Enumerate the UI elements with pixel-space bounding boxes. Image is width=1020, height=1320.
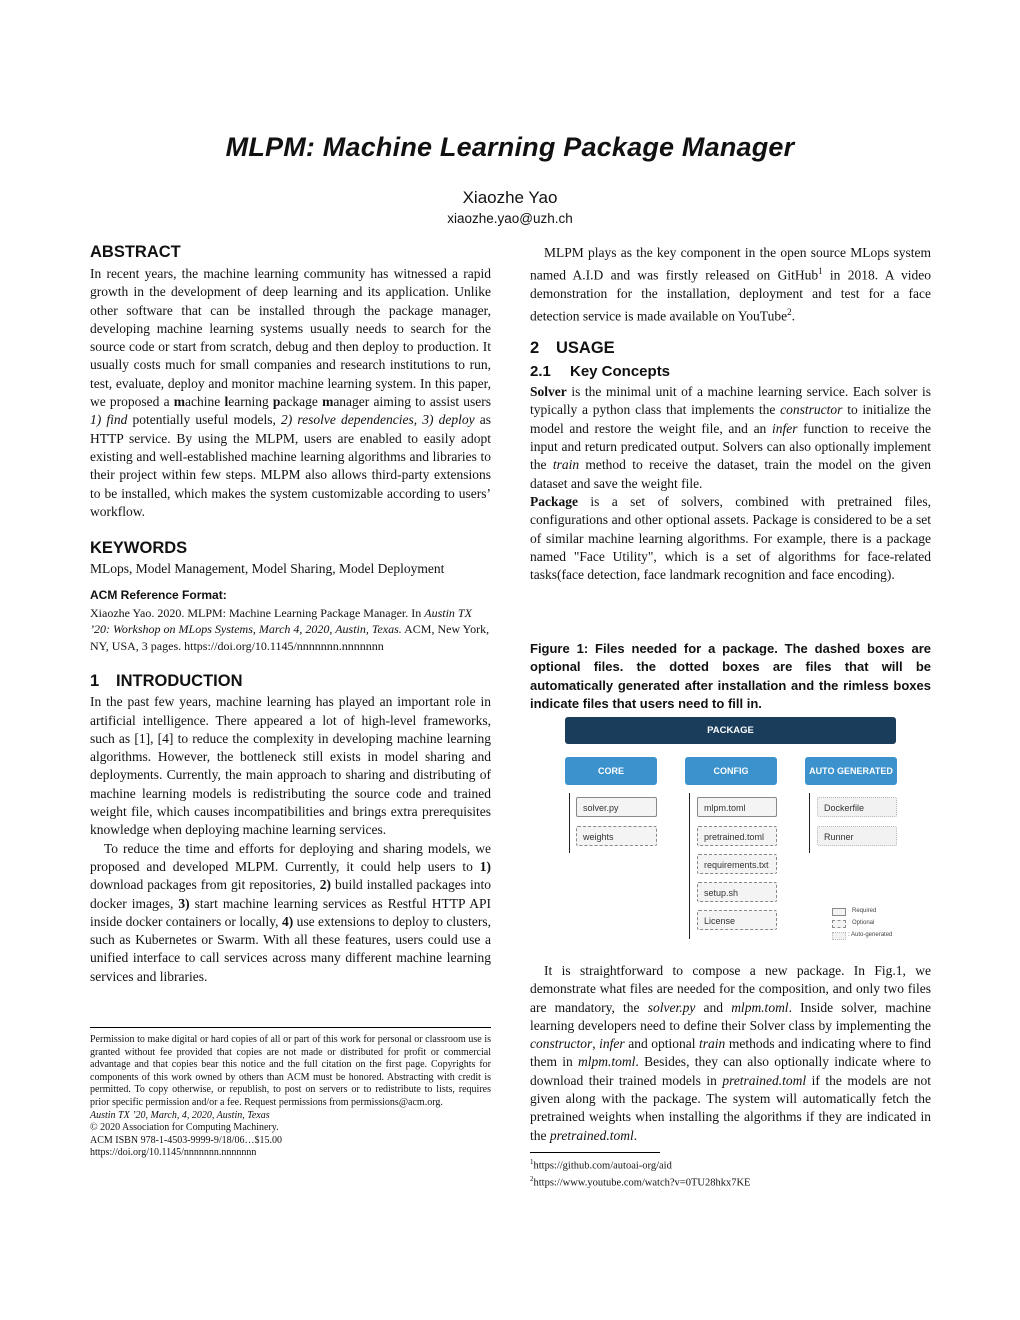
compose-section — [530, 962, 931, 1145]
auto-connector — [809, 793, 810, 853]
file-runner: Runner — [817, 826, 897, 846]
keywords-heading: KEYWORDS — [90, 539, 188, 558]
permission-doi: https://doi.org/10.1145/nnnnnnn.nnnnnnn — [90, 1147, 257, 1159]
file-weights: weights — [576, 826, 657, 846]
legend-auto-swatch — [832, 932, 846, 940]
abstract-text: In recent years, the machine learning community has witnessed a rapid growth in the development of deep learning and its application. Unlike other software that can be installed through the package manager, developing machine learning systems usually needs to search for the source code or start from scratch, debug and then deploy to production. It usually costs much for small companies and research institutions to run, test, evaluate, deploy and monitor machine learning system. In this paper, we proposed a machine learning package manager aiming to assist users 1) find potentially useful models, 2) resolve dependencies, 3) deploy as HTTP service. By using the MLPM, users are enabled to easily adopt existing and well-established machine learning algorithms and libraries to their project within few steps. MLPM also allows third-party extensions to be installed, which makes the system customizable according to users’ workflow. — [90, 266, 492, 519]
intro-heading: 1 INTRODUCTION — [90, 672, 243, 691]
permission-venue: Austin TX ’20, March, 4, 2020, Austin, Texas — [90, 1109, 270, 1121]
config-connector — [689, 793, 690, 939]
footnotes — [530, 1152, 931, 1190]
acm-ref-text: Xiaozhe Yao. 2020. MLPM: Machine Learning Package Manager. In Austin TX ’20: Workshop on MLops Systems, March 4, 2020, Austin, Texas. ACM, New York, NY, USA, 3 pages. https://doi.org/10.1145/nnnnnnn.nnnnnnn — [90, 605, 490, 653]
paper-title: MLPM: Machine Learning Package Manager — [225, 132, 795, 162]
figure-caption: Figure 1: Files needed for a package. The dashed boxes are optional files. the dotted boxes are files that will be automatically generated after installation and the rimless boxes indicate files that users need to fill in. — [530, 641, 931, 711]
footnote-2: $^2$https://www.youtube.com/watch?v=0TU28hkx7KE — [530, 1175, 751, 1189]
permission-block — [90, 1027, 491, 1160]
keywords-text: MLops, Model Management, Model Sharing, Model Deployment — [90, 561, 445, 577]
usage-heading: 2 USAGE — [530, 339, 615, 358]
legend-required-swatch — [832, 908, 846, 916]
compose-paragraph: It is straightforward to compose a new package. In Fig.1, we demonstrate what files are needed for the composition, and only two files are mandatory, the solver.py and mlpm.toml. Inside solver, machine learning developers need to define their Solver class by implementing the constructor, infer and optional train methods and indicating where to find them in mlpm.toml. Besides, they can also optionally indicate where to download their trained models in pretrained.toml if the models are not given along with the package. The system will automatically fetch the pretrained weights when installing the algorithms if they are indicated in the pretrained.toml. — [530, 963, 932, 1143]
package-box: PACKAGE — [565, 717, 896, 744]
package-files-figure — [560, 717, 900, 942]
author-email: xiaozhe.yao@uzh.ch — [447, 211, 573, 226]
core-connector — [569, 793, 570, 853]
acm-ref-heading: ACM Reference Format: — [90, 588, 227, 603]
package-definition: Package is a set of solvers, combined with pretrained files, configurations and other optional assets. Package is considered to be a set of similar machine learning algorithms. For example, there is a package named "Face Utility", which is a set of algorithms for face-related tasks(face detection, face landmark recognition and face encoding). — [530, 493, 931, 583]
core-box: CORE — [565, 757, 657, 785]
file-license: License — [697, 910, 777, 930]
footnote-1: $^1$https://github.com/autoai-org/aid — [530, 1158, 672, 1172]
permission-rule — [90, 1027, 491, 1028]
footnote-rule — [530, 1152, 660, 1153]
file-dockerfile: Dockerfile — [817, 797, 897, 817]
auto-generated-box: AUTO GENERATED — [805, 757, 897, 785]
right-column — [530, 244, 931, 584]
intro-paragraph-2: To reduce the time and efforts for deploying and sharing models, we proposed and developed MLPM. Currently, it could help users to 1) download packages from git repositories, 2) build installed packages into docker images, 3) start machine learning services as Restful HTTP API inside docker containers or locally, 4) use extensions to deploy to clusters, such as Kubernetes or Swarm. With all these features, users could use a unified interface to call services across many different machine learning services and libraries. — [90, 840, 491, 984]
solver-definition: Solver is the minimal unit of a machine learning service. Each solver is typically a python class that implements the constructor to initialize the model and restore the weight file, and an infer function to receive the input and return predicated output. Solvers can also optionally implement the train method to receive the dataset, train the model on the given dataset and save the weight file. — [530, 384, 931, 491]
file-requirements-txt: requirements.txt — [697, 854, 777, 874]
intro-paragraph-1: In the past few years, machine learning has played an important role in artificial intelligence. There appeared a lot of high-level frameworks, such as [1], [4] to reduce the complexity in developing machine learning algorithms. However, the bottleneck still exists in model sharing and deployments. Currently, the main approach to sharing and distributing of machine learning models is redistributing the source code and trained weight file, which causes incompatibilities and brings extra prerequisites knowledge when deploying machine learning services. — [90, 694, 491, 838]
abstract-heading: ABSTRACT — [90, 243, 181, 261]
author-name: Xiaozhe Yao — [462, 188, 558, 207]
left-column — [90, 241, 491, 986]
config-box: CONFIG — [685, 757, 777, 785]
file-solver-py: solver.py — [576, 797, 657, 817]
right-intro-text: MLPM plays as the key component in the open source MLops system named A.I.D and was firstly released on GitHub$^1$ in 2018. A video demonstration for the installation, deployment and test for a face detection service is made available on YouTube$^2$. — [530, 245, 931, 324]
key-concepts-heading: 2.1 Key Concepts — [530, 363, 671, 381]
legend-required-label: Required — [852, 908, 877, 914]
file-pretrained-toml: pretrained.toml — [697, 826, 777, 846]
legend-optional-swatch — [832, 920, 846, 928]
legend-auto-label: : Auto-generated — [848, 932, 893, 938]
permission-copyright: © 2020 Association for Computing Machinery. — [90, 1122, 279, 1134]
file-mlpm-toml: mlpm.toml — [697, 797, 777, 817]
legend-optional-label: Optional — [852, 920, 875, 926]
permission-text: Permission to make digital or hard copies of all or part of this work for personal or classroom use is granted without fee provided that copies are not made or distributed for profit or commercial advantage and that copies bear this notice and the full citation on the first page. Copyrights for components of this work owned by others than ACM must be honored. Abstracting with credit is permitted. To copy otherwise, or republish, to post on servers or to redistribute to lists, requires prior specific permission and/or a fee. Request permissions from permissions@acm.org. — [90, 1034, 491, 1108]
permission-isbn: ACM ISBN 978-1-4503-9999-9/18/06…$15.00 — [90, 1134, 282, 1146]
file-setup-sh: setup.sh — [697, 882, 777, 902]
